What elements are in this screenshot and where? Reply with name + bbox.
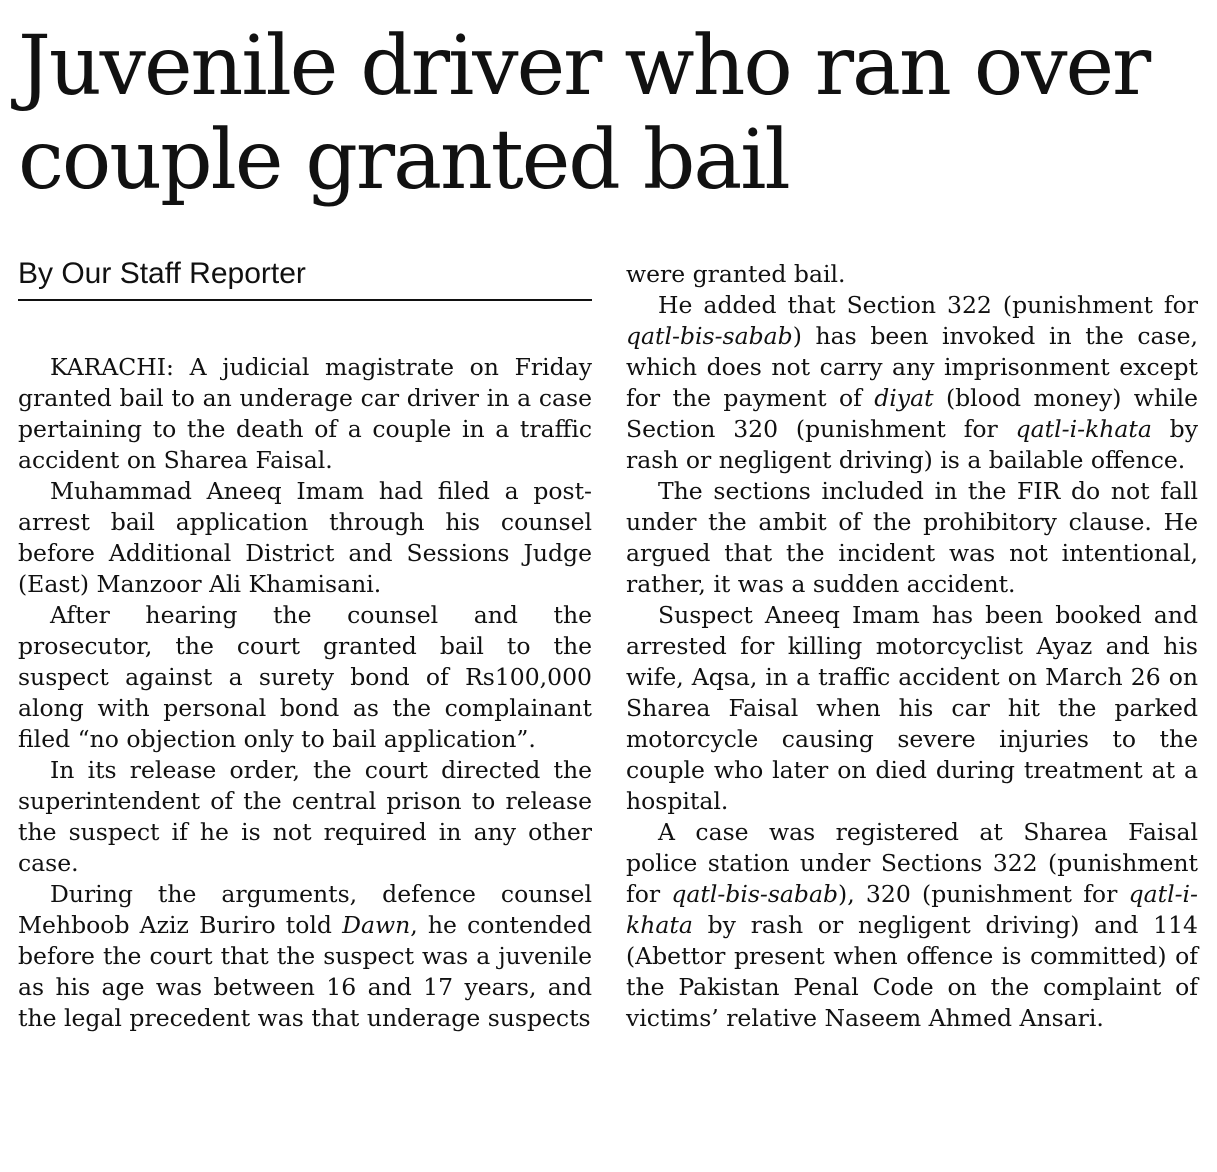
- legal-term: qatl-i-khata: [626, 880, 1198, 939]
- paragraph: The sections included in the FIR do not fall under the ambit of the prohibitory clause. He argued that the incident was not intentional, rather, it was a sudden accident.: [626, 477, 1198, 598]
- paragraph: [626, 290, 1198, 476]
- left-column: [18, 352, 592, 1034]
- headline: Juvenile driver who ran over couple granted bail: [18, 19, 1150, 208]
- text-run: ) has been invoked in the case, which does not carry any imprisonment except for the payment of: [626, 322, 1198, 412]
- right-column: [626, 259, 1198, 1034]
- legal-term: qatl-bis-sabab: [671, 880, 839, 908]
- text-run: ), 320 (punishment for: [838, 880, 1129, 908]
- paragraph: Suspect Aneeq Imam has been booked and arrested for killing motorcyclist Ayaz and his wife, Aqsa, in a traffic accident on March 26 on Sharea Faisal when his car hit the parked motorcycle causing severe injuries to the couple who later on died during treatment at a hospital.: [626, 601, 1198, 815]
- text-run: During the arguments, defence counsel Mehboob Aziz Buriro told: [18, 880, 592, 939]
- text-run: He added that Section 322 (punishment for: [658, 291, 1198, 319]
- paragraph-continued: were granted bail.: [626, 260, 846, 288]
- paragraph: [626, 817, 1198, 1034]
- text-run: , he contended before the court that the suspect was a juvenile as his age was between 16 and 17 years, and the legal precedent was that underage suspects: [18, 911, 592, 1032]
- publication-name: Dawn: [342, 911, 411, 939]
- paragraph: After hearing the counsel and the prosecutor, the court granted bail to the suspect against a surety bond of Rs100,000 along with personal bond as the complainant filed “no objection only to bail application”.: [18, 601, 592, 753]
- legal-term: qatl-i-khata: [1015, 415, 1152, 443]
- text-run: (blood money) while Section 320 (punishment for: [626, 384, 1198, 443]
- paragraph: In its release order, the court directed the superintendent of the central prison to release the suspect if he is not required in any other case.: [18, 756, 592, 877]
- text-run: A case was registered at Sharea Faisal police station under Sections 322 (punishment for: [626, 818, 1198, 908]
- paragraph: Muhammad Aneeq Imam had filed a post-arrest bail application through his counsel before Additional District and Sessions Judge (East) Manzoor Ali Khamisani.: [18, 477, 592, 598]
- legal-term: diyat: [874, 384, 934, 412]
- text-run: by rash or negligent driving) and 114 (Abettor present when offence is committed) of the Pakistan Penal Code on the complaint of victims’ relative Naseem Ahmed Ansari.: [626, 911, 1198, 1032]
- byline: By Our Staff Reporter: [18, 257, 306, 290]
- text-run: by rash or negligent driving) is a bailable offence.: [626, 415, 1199, 474]
- legal-term: qatl-bis-sabab: [626, 322, 793, 350]
- byline-rule: [18, 299, 592, 301]
- byline-block: [18, 255, 592, 301]
- paragraph: KARACHI: A judicial magistrate on Friday granted bail to an underage car driver in a case pertaining to the death of a couple in a traffic accident on Sharea Faisal.: [18, 353, 592, 474]
- paragraph: [18, 879, 592, 1034]
